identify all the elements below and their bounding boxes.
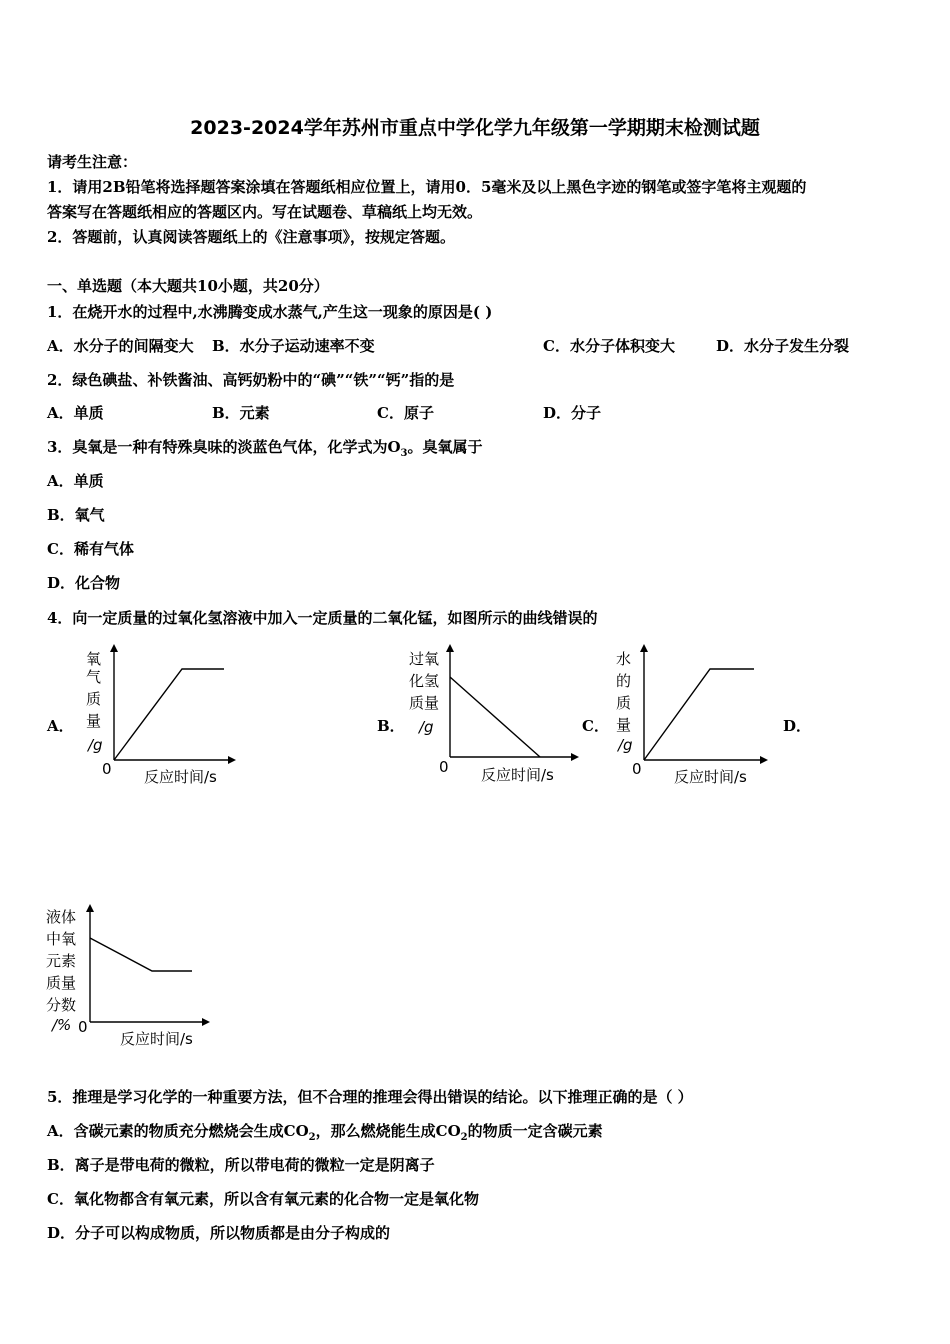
q5-option-d[interactable]: D．分子可以构成物质，所以物质都是由分子构成的 bbox=[47, 1224, 391, 1242]
q4-option-c[interactable]: C． bbox=[582, 717, 609, 735]
graph-b-curve bbox=[450, 677, 540, 757]
graph-d-ylabel-2: 元素 bbox=[46, 952, 77, 970]
q4-option-a[interactable]: A． bbox=[47, 717, 74, 735]
q1-option-b[interactable]: B．水分子运动速率不变 bbox=[212, 337, 375, 355]
q1-option-d[interactable]: D．水分子发生分裂 bbox=[716, 337, 850, 355]
q1-option-a[interactable]: A．水分子的间隔变大 bbox=[47, 337, 194, 355]
q1-stem: 1．在烧开水的过程中,水沸腾变成水蒸气,产生这一现象的原因是( ) bbox=[47, 303, 493, 321]
graph-c-x-arrow bbox=[760, 756, 768, 764]
graph-a-x-arrow bbox=[228, 756, 236, 764]
graph-b-ylabel-0: 过氧 bbox=[409, 650, 440, 668]
graph-b-origin: 0 bbox=[439, 758, 449, 776]
graph-d-ylabel-1: 中氧 bbox=[46, 930, 77, 948]
q4-stem: 4．向一定质量的过氧化氢溶液中加入一定质量的二氧化锰，如图所示的曲线错误的 bbox=[47, 609, 598, 627]
graph-c-y-arrow bbox=[640, 644, 648, 652]
q2-option-a[interactable]: A．单质 bbox=[47, 404, 104, 422]
q5-option-c[interactable]: C．氧化物都含有氧元素，所以含有氧元素的化合物一定是氧化物 bbox=[47, 1190, 479, 1208]
graph-b-xlabel: 反应时间/s bbox=[481, 766, 554, 784]
graph-b-x-arrow bbox=[571, 753, 579, 761]
graph-d-ylabel-0: 液体 bbox=[46, 908, 77, 926]
graph-b-y-arrow bbox=[446, 644, 454, 652]
graph-a-ylabel-1: 气 bbox=[86, 668, 102, 686]
q2-stem: 2．绿色碘盐、补铁酱油、高钙奶粉中的“碘”“铁”“钙”指的是 bbox=[47, 371, 455, 389]
graph-c-origin: 0 bbox=[632, 760, 642, 778]
graph-a-ylabel-2: 质 bbox=[86, 690, 102, 708]
graph-c-xlabel: 反应时间/s bbox=[674, 768, 747, 786]
q4-option-d[interactable]: D． bbox=[783, 717, 812, 735]
graph-c-ylabel-3: 量 bbox=[616, 716, 632, 734]
graph-a-curve bbox=[114, 669, 224, 760]
q2-option-c[interactable]: C．原子 bbox=[377, 404, 434, 422]
graph-d-ylabel-5: /% bbox=[52, 1016, 72, 1034]
q5-option-b[interactable]: B．离子是带电荷的微粒，所以带电荷的微粒一定是阴离子 bbox=[47, 1156, 435, 1174]
graph-c-ylabel-0: 水 bbox=[616, 650, 632, 668]
graph-a-xlabel: 反应时间/s bbox=[144, 768, 217, 786]
q4-option-b[interactable]: B． bbox=[377, 717, 405, 735]
graph-b-ylabel-1: 化氢 bbox=[409, 672, 440, 690]
graph-c-ylabel-2: 质 bbox=[616, 694, 632, 712]
graph-c-ylabel-1: 的 bbox=[616, 672, 632, 690]
q2-option-d[interactable]: D．分子 bbox=[543, 404, 602, 422]
graph-d-xlabel: 反应时间/s bbox=[120, 1030, 193, 1048]
graph-d-ylabel-3: 质量 bbox=[46, 974, 77, 992]
graph-a-ylabel-3: 量 bbox=[86, 712, 102, 730]
page-title: 2023-2024学年苏州市重点中学化学九年级第一学期期末检测试题 bbox=[190, 117, 760, 139]
graph-d-origin: 0 bbox=[78, 1018, 88, 1036]
graph-a-ylabel-4: /g bbox=[88, 736, 103, 754]
q5-option-a[interactable]: A．含碳元素的物质充分燃烧会生成$CO_2$，那么燃烧能生成$CO_2$的物质一定含碳元素 bbox=[47, 1122, 603, 1143]
q1-option-c[interactable]: C．水分子体积变大 bbox=[543, 337, 675, 355]
graph-d-curve bbox=[90, 938, 192, 971]
q5-stem: 5．推理是学习化学的一种重要方法，但不合理的推理会得出错误的结论。以下推理正确的是（ ） bbox=[47, 1088, 693, 1106]
q3-option-b[interactable]: B．氧气 bbox=[47, 506, 105, 524]
graph-c bbox=[610, 642, 770, 792]
notice-line1a: 1．请用2B铅笔将选择题答案涂填在答题纸相应位置上，请用0．5毫米及以上黑色字迹的钢笔或签字笔将主观题的 bbox=[47, 178, 807, 196]
notice-heading: 请考生注意： bbox=[47, 153, 138, 171]
q2-option-b[interactable]: B．元素 bbox=[212, 404, 270, 422]
graph-c-curve bbox=[644, 669, 754, 760]
q3-option-d[interactable]: D．化合物 bbox=[47, 574, 121, 592]
graph-a-y-arrow bbox=[110, 644, 118, 652]
graph-d-y-arrow bbox=[86, 904, 94, 912]
section-heading: 一、单选题（本大题共10小题，共20分） bbox=[47, 277, 329, 295]
graph-a-ylabel-0: 氧 bbox=[86, 650, 102, 668]
graph-b-ylabel-3: /g bbox=[419, 718, 434, 736]
graph-c-ylabel-4: /g bbox=[618, 736, 633, 754]
graph-d-ylabel-4: 分数 bbox=[46, 996, 77, 1014]
graph-a bbox=[78, 642, 238, 792]
graph-b bbox=[405, 642, 580, 792]
notice-line2: 2．答题前，认真阅读答题纸上的《注意事项》，按规定答题。 bbox=[47, 228, 455, 246]
q3-stem: 3．臭氧是一种有特殊臭味的淡蓝色气体，化学式为$O_3$。臭氧属于 bbox=[47, 438, 483, 459]
q3-option-a[interactable]: A．单质 bbox=[47, 472, 104, 490]
graph-d-x-arrow bbox=[202, 1018, 210, 1026]
graph-d bbox=[44, 902, 219, 1052]
notice-line1b: 答案写在答题纸相应的答题区内。写在试题卷、草稿纸上均无效。 bbox=[47, 203, 483, 221]
graph-b-ylabel-2: 质量 bbox=[409, 694, 440, 712]
graph-a-origin: 0 bbox=[102, 760, 112, 778]
q3-option-c[interactable]: C．稀有气体 bbox=[47, 540, 134, 558]
